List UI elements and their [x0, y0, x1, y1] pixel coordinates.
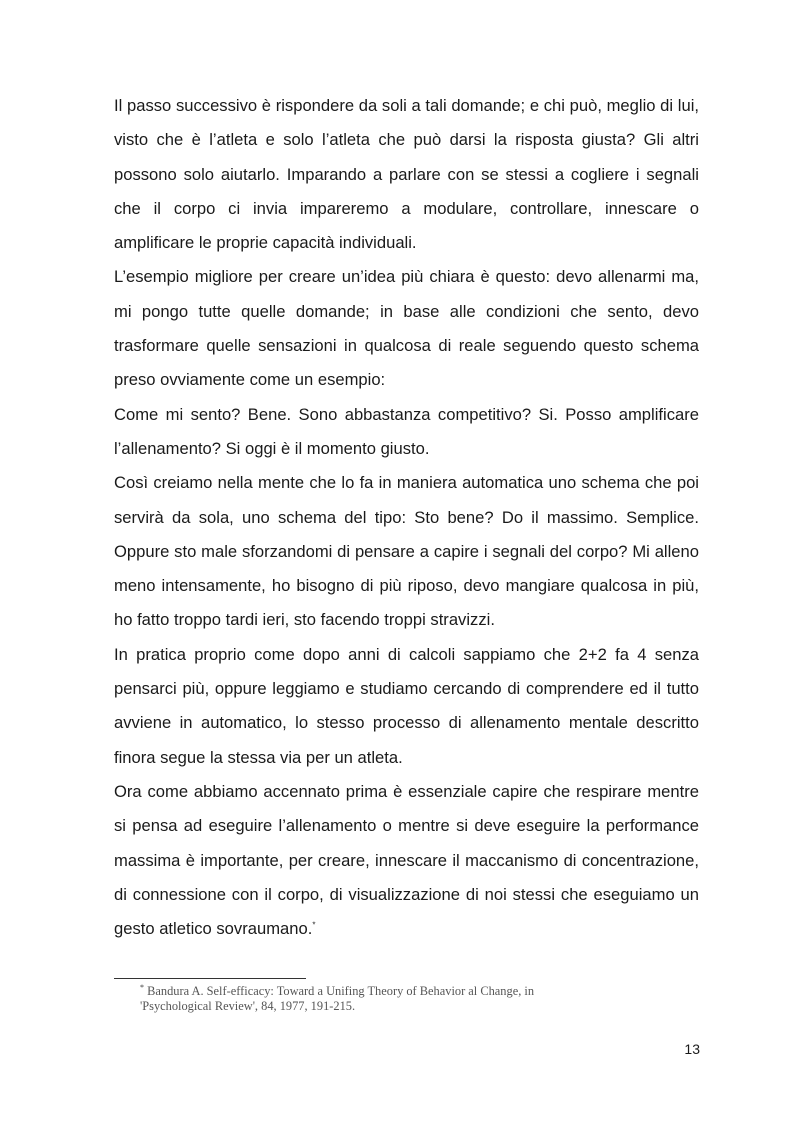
footnote-separator [114, 978, 306, 979]
page-number: 13 [684, 1041, 700, 1057]
footnote-reference: * [312, 920, 316, 930]
footnote [140, 984, 560, 1014]
paragraph: Così creiamo nella mente che lo fa in maniera automatica uno schema che poi servirà da sola, uno schema del tipo: Sto bene? Do il massimo. Semplice. Oppure sto male sforzandomi di pensare a capire i segnali del corpo? Mi alleno meno intensamente, ho bisogno di più riposo, devo mangiare qualcosa in più, ho fatto troppo tardi ieri, sto facendo troppi stravizzi. [114, 473, 699, 630]
footnote-marker: * [140, 982, 144, 992]
footnote-text: Bandura A. Self-efficacy: Toward a Unifing Theory of Behavior al Change, in 'Psychological Review', 84, 1977, 191-215. [140, 984, 535, 1013]
paragraph: Il passo successivo è rispondere da soli a tali domande; e chi può, meglio di lui, visto che è l’atleta e solo l’atleta che può darsi la risposta giusta? Gli altri possono solo aiutarlo. Imparando a parlare con se stessi a cogliere i segnali che il corpo ci invia impareremo a modulare, controllare, innescare o amplificare le proprie capacità individuali. [114, 96, 699, 253]
paragraph: L’esempio migliore per creare un’idea più chiara è questo: devo allenarmi ma, mi pongo tutte quelle domande; in base alle condizioni che sento, devo trasformare quelle sensazioni in qualcosa di reale seguendo questo schema preso ovviamente come un esempio: [114, 267, 699, 390]
paragraph: In pratica proprio come dopo anni di calcoli sappiamo che 2+2 fa 4 senza pensarci più, oppure leggiamo e studiamo cercando di comprendere ed il tutto avviene in automatico, lo stesso processo di allenamento mentale descritto finora segue la stessa via per un atleta. [114, 644, 699, 767]
paragraph: Come mi sento? Bene. Sono abbastanza competitivo? Si. Posso amplificare l’allenamento? Si oggi è il momento giusto. [114, 404, 699, 458]
body-text [114, 89, 699, 946]
paragraph-last [114, 775, 699, 946]
paragraph-last-text: Ora come abbiamo accennato prima è essenziale capire che respirare mentre si pensa ad eseguire l’allenamento o mentre si deve eseguire la performance massima è importante, per creare, innescare il maccanismo di concentrazione, di connessione con il corpo, di visualizzazione di noi stessi che eseguiamo un gesto atletico sovraumano. [114, 781, 699, 939]
